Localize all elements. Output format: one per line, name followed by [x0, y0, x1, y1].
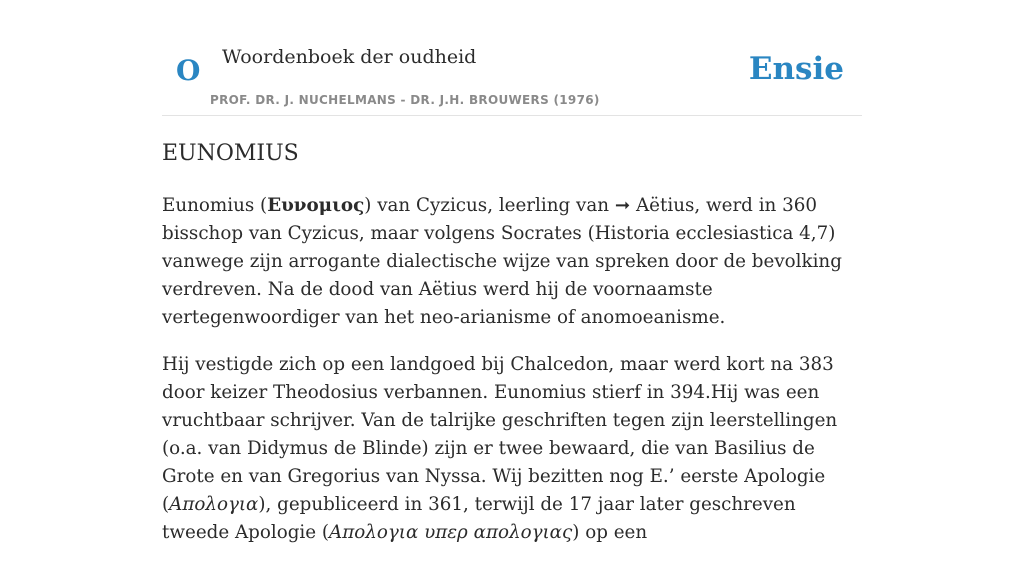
p2-text-1: Hij vestigde zich op een landgoed bij Chalcedon, maar werd kort na 383 door keizer Theodosius verbannen. Eunomius stierf in 394.Hij was een vruchtbaar schrijver. Van de talrijke geschriften tegen zijn leerstellingen (o.a. van Didymus de Blinde) zijn er twee bewaard, die van Basilius de Grote en van Gregorius van Nyssa. Wij bezitten nog E.’ eerste Apologie (	[162, 354, 838, 515]
arrow-right-icon: ➞	[614, 195, 631, 216]
ensie-logo[interactable]: Ensie	[748, 51, 844, 87]
cross-reference-link[interactable]	[615, 195, 695, 216]
p2-text-3: ) op een	[572, 522, 648, 543]
entry-body	[162, 192, 866, 566]
entry-title: EUNOMIUS	[162, 141, 299, 166]
letter-index[interactable]: O	[176, 54, 201, 87]
p1-text-2: ) van Cyzicus, leerling van	[364, 195, 615, 216]
dictionary-title[interactable]: Woordenboek der oudheid	[222, 46, 477, 68]
site-header	[162, 40, 862, 116]
p1-text-3: , werd in 360 bisschop van Cyzicus, maar volgens Socrates (Historia ecclesiastica 4,7) vanwege zijn arrogante dialectische wijze van spreken door de bevolking verdreven. Na de dood van Aëtius werd hij de voornaamste vertegenwoordiger van het neo-arianisme of anomoeanisme.	[162, 195, 842, 328]
entry-paragraph-2	[162, 351, 866, 547]
greek-title-1: Απολογια	[169, 494, 259, 515]
p1-text-1: Eunomius (	[162, 195, 268, 216]
greek-name: Ευνομιος	[267, 195, 365, 216]
entry-paragraph-1	[162, 192, 866, 332]
p2-text-2: ), gepubliceerd in 361, terwijl de 17 jaar later geschreven tweede Apologie (	[162, 494, 796, 543]
greek-title-2: Απολογια υπερ απολογιας	[329, 522, 573, 543]
cross-reference-label: Aëtius	[630, 195, 695, 216]
dictionary-authors: PROF. DR. J. NUCHELMANS - DR. J.H. BROUWERS (1976)	[210, 93, 600, 107]
